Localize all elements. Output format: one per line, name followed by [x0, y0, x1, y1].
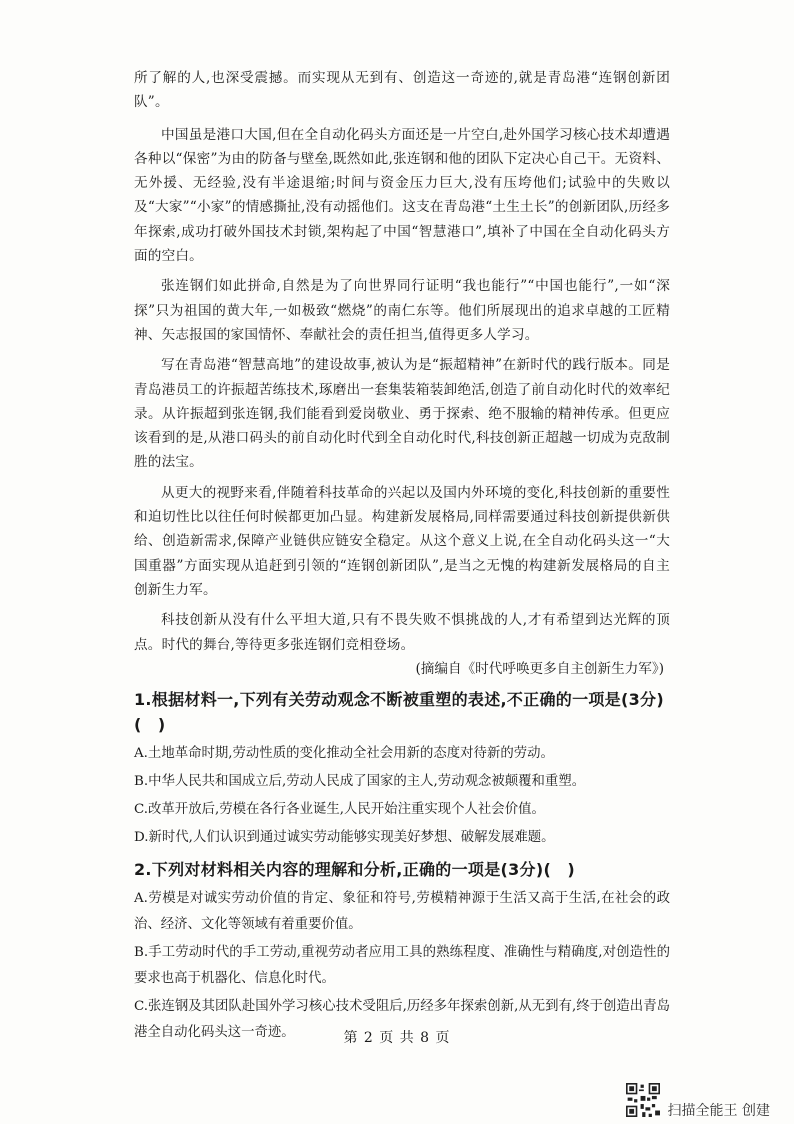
document-body: [134, 66, 670, 1048]
passage-paragraph-5: 从更大的视野来看,伴随着科技革命的兴起以及国内外环境的变化,科技创新的重要性和迫切性比以往任何时候都更加凸显。构建新发展格局,同样需要通过科技创新提供新供给、创造新需求,保障产业链供应链安全稳定。从这个意义上说,在全自动化码头这一“大国重器”方面实现从追赶到引领的“连钢创新团队”,是当之无愧的构建新发展格局的自主创新生力军。: [134, 484, 670, 598]
passage-paragraph-2: 中国虽是港口大国,但在全自动化码头方面还是一片空白,赴外国学习核心技术却遭遇各种以“保密”为由的防备与壁垒,既然如此,张连钢和他的团队下定决心自己干。无资料、无外援、无经验,没有半途退缩;时间与资金压力巨大,没有压垮他们;试验中的失败以及“大家”“小家”的情感撕扯,没有动摇他们。这支在青岛港“土生土长”的创新团队,历经多年探索,成功打破外国技术封锁,架构起了中国“智慧港口”,填补了中国在全自动化码头方面的空白。: [134, 126, 670, 265]
question-1-option-c: C.改革开放后,劳模在各行各业诞生,人民开始注重实现个人社会价值。: [134, 801, 545, 817]
qr-code-icon: [626, 1083, 660, 1117]
question-1-option-d: D.新时代,人们认识到通过诚实劳动能够实现美好梦想、破解发展难题。: [134, 829, 555, 845]
passage-paragraph-1: 所了解的人,也深受震撼。而实现从无到有、创造这一奇迹的,就是青岛港“连钢创新团队”。: [134, 70, 670, 111]
question-2-option-a: A.劳模是对诚实劳动价值的肯定、象征和符号,劳模精神源于生活又高于生活,在社会的政治、经济、文化等领域有着重要价值。: [134, 890, 670, 932]
passage-paragraph-4: 写在青岛港“智慧高地”的建设故事,被认为是“振超精神”在新时代的践行版本。同是青岛港员工的许振超苦练技术,琢磨出一套集装箱装卸绝活,创造了前自动化时代的效率纪录。从许振超到张连钢,我们能看到爱岗敬业、勇于探索、绝不服输的精神传承。但更应该看到的是,从港口码头的前自动化时代到全自动化时代,科技创新正超越一切成为克敌制胜的法宝。: [134, 357, 670, 471]
passage-paragraph-3: 张连钢们如此拼命,自然是为了向世界同行证明“我也能行”“中国也能行”,一如“深探”只为祖国的黄大年,一如极致“燃烧”的南仁东等。他们所展现出的追求卓越的工匠精神、矢志报国的家国情怀、奉献社会的责任担当,值得更多人学习。: [134, 278, 670, 343]
question-2-stem: 2.下列对材料相关内容的理解和分析,正确的一项是(3分)( ): [134, 859, 575, 879]
question-1-option-a: A.土地革命时期,劳动性质的变化推动全社会用新的态度对待新的劳动。: [134, 745, 554, 761]
scanner-watermark: [626, 1100, 770, 1120]
scanner-watermark-label: 扫描全能王 创建: [667, 1103, 770, 1119]
question-1: [134, 687, 670, 851]
page-number: 第 2 页 共 8 页: [343, 1030, 451, 1046]
question-2: [134, 857, 670, 1046]
passage-paragraph-6: 科技创新从没有什么平坦大道,只有不畏失败不惧挑战的人,才有希望到达光辉的顶点。时代的舞台,等待更多张连钢们竞相登场。: [134, 612, 670, 653]
question-1-stem: 1.根据材料一,下列有关劳动观念不断被重塑的表述,不正确的一项是(3分)( ): [134, 689, 664, 734]
question-2-option-c: C.张连钢及其团队赴国外学习核心技术受阻后,历经多年探索创新,从无到有,终于创造出青岛港全自动化码头这一奇迹。: [134, 998, 670, 1040]
question-2-option-b: B.手工劳动时代的手工劳动,重视劳动者应用工具的熟练程度、准确性与精确度,对创造性的要求也高于机器化、信息化时代。: [134, 944, 670, 986]
question-1-option-b: B.中华人民共和国成立后,劳动人民成了国家的主人,劳动观念被颠覆和重塑。: [134, 773, 586, 789]
passage-source: (摘编自《时代呼唤更多自主创新生力军》): [415, 660, 664, 677]
